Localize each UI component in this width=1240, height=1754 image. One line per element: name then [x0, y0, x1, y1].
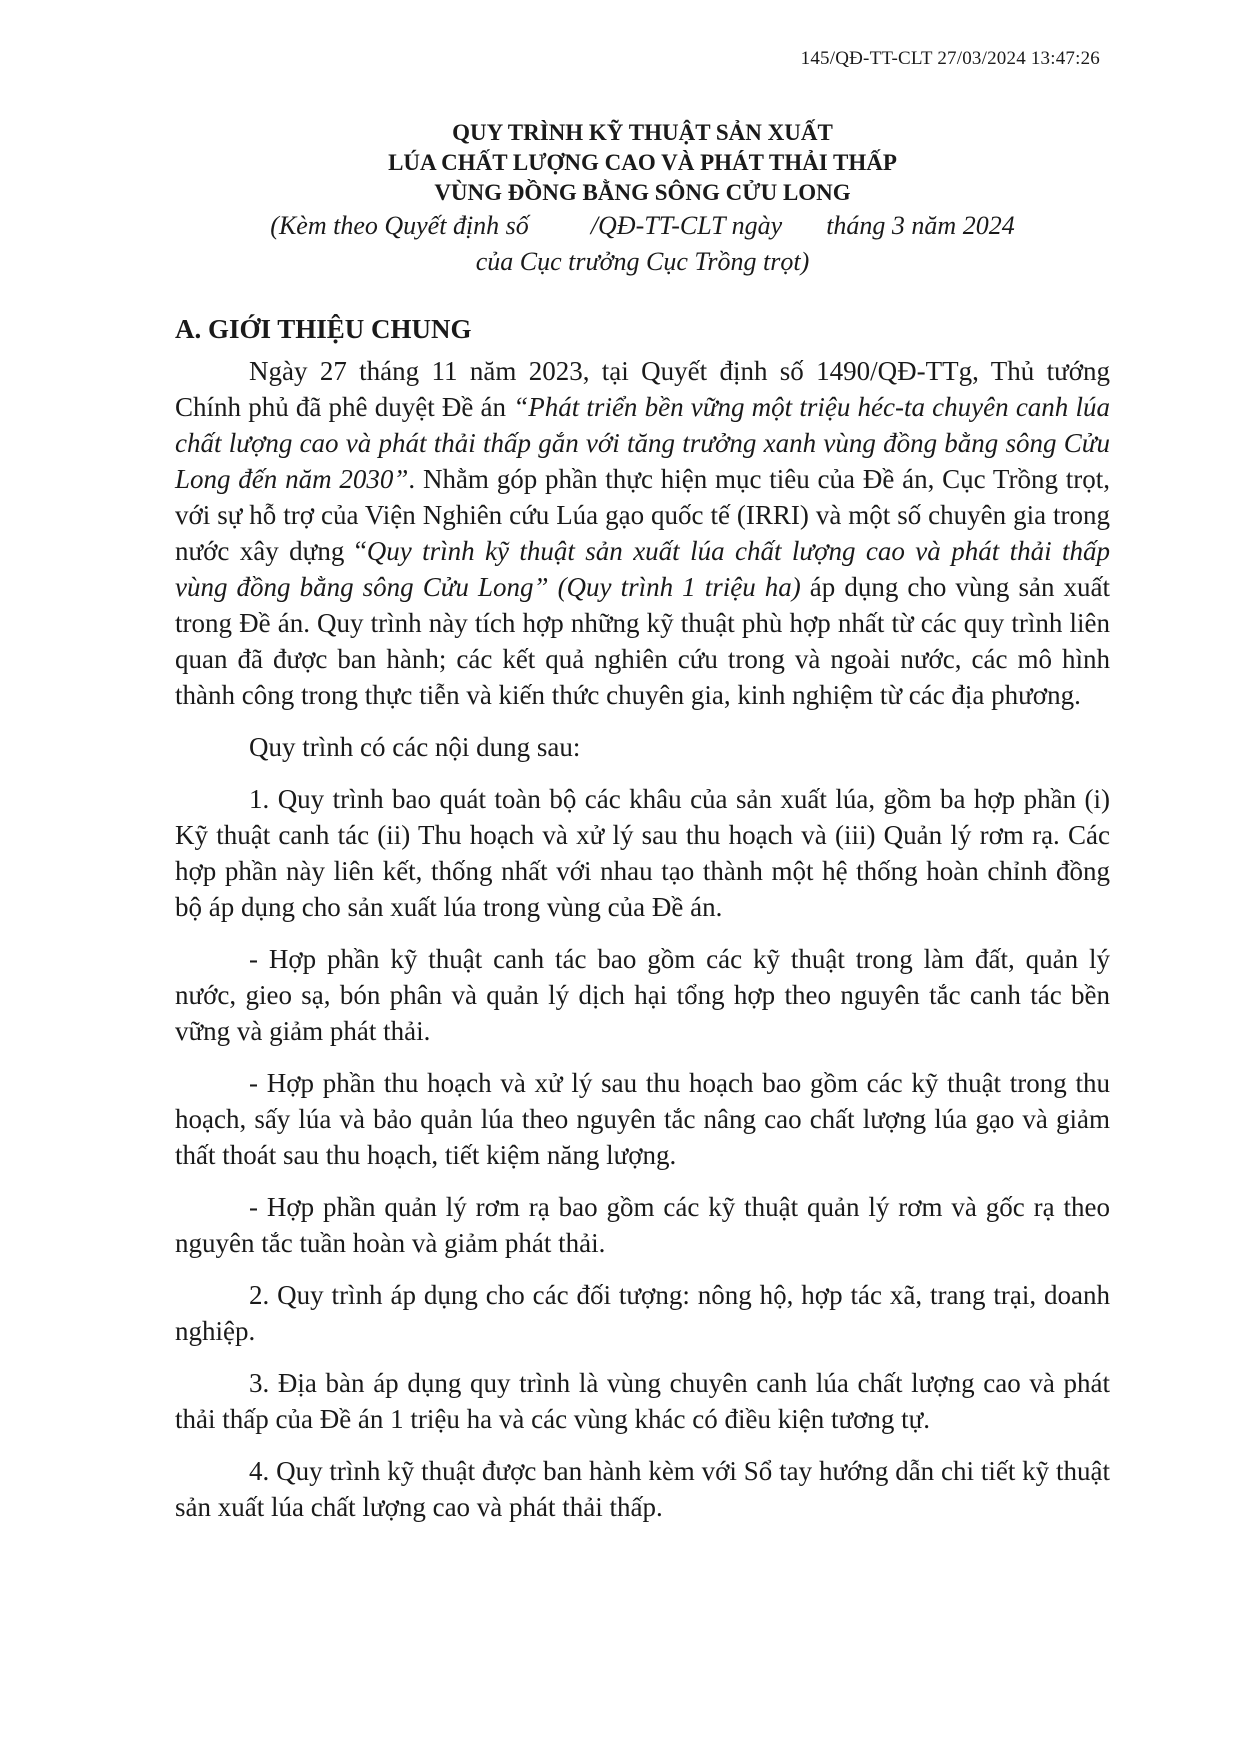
- paragraph-item-4: 4. Quy trình kỹ thuật được ban hành kèm với Sổ tay hướng dẫn chi tiết kỹ thuật sản xuất lúa chất lượng cao và phát thải thấp.: [175, 1456, 1110, 1522]
- intro-project-name: “Phát triển bền vững một triệu héc-ta chuyên canh lúa chất lượng cao và phát thải thấp gắn với tăng trưởng xanh vùng đồng bằng sông Cửu Long đến năm 2030”: [175, 392, 1110, 494]
- document-subtitle: [175, 208, 1110, 280]
- paragraph-item-3: 3. Địa bàn áp dụng quy trình là vùng chuyên canh lúa chất lượng cao và phát thải thấp của Đề án 1 triệu ha và các vùng khác có điều kiện tương tự.: [175, 1368, 1110, 1434]
- intro-procedure-name: Quy trình kỹ thuật sản xuất lúa chất lượng cao và phát thải thấp vùng đồng bằng sông Cửu Long” (Quy trình 1 triệu ha): [175, 536, 1111, 602]
- title-line-2: LÚA CHẤT LƯỢNG CAO VÀ PHÁT THẢI THẤP: [388, 150, 897, 175]
- paragraph-intro: [175, 353, 1110, 713]
- subtitle-decision-label: (Kèm theo Quyết định số: [270, 211, 529, 240]
- paragraph-contents-intro: Quy trình có các nội dung sau:: [249, 732, 581, 762]
- paragraph-component-cultivation: - Hợp phần kỹ thuật canh tác bao gồm các kỹ thuật trong làm đất, quản lý nước, gieo sạ, bón phân và quản lý dịch hại tổng hợp theo nguyên tắc canh tác bền vững và giảm phát thải.: [175, 944, 1110, 1046]
- subtitle-line-1: [175, 208, 1110, 244]
- section-heading: A. GIỚI THIỆU CHUNG: [175, 314, 472, 344]
- paragraph-item-1: 1. Quy trình bao quát toàn bộ các khâu của sản xuất lúa, gồm ba hợp phần (i) Kỹ thuật canh tác (ii) Thu hoạch và xử lý sau thu hoạch và (iii) Quản lý rơm rạ. Các hợp phần này liên kết, thống nhất với nhau tạo thành một hệ thống hoàn chỉnh đồng bộ áp dụng cho sản xuất lúa trong vùng của Đề án.: [175, 784, 1110, 922]
- intro-text-2: . Nhằm góp phần thực hiện mục tiêu của Đề án, Cục Trồng trọt, với sự hỗ trợ của Viện Nghiên cứu Lúa gạo quốc tế (IRRI) và một số chuyên gia trong nước xây dựng “: [175, 464, 1111, 566]
- subtitle-decision-date: tháng 3 năm 2024: [826, 211, 1015, 240]
- document-stamp: 145/QĐ-TT-CLT 27/03/2024 13:47:26: [800, 48, 1100, 69]
- title-line-3: VÙNG ĐỒNG BẰNG SÔNG CỬU LONG: [434, 180, 851, 205]
- paragraph-component-harvest: - Hợp phần thu hoạch và xử lý sau thu hoạch bao gồm các kỹ thuật trong thu hoạch, sấy lúa và bảo quản lúa theo nguyên tắc nâng cao chất lượng lúa gạo và giảm thất thoát sau thu hoạch, tiết kiệm năng lượng.: [175, 1068, 1110, 1170]
- document-title: [175, 118, 1110, 208]
- title-line-1: QUY TRÌNH KỸ THUẬT SẢN XUẤT: [452, 120, 833, 145]
- intro-text-1: Ngày 27 tháng 11 năm 2023, tại Quyết định số 1490/QĐ-TTg, Thủ tướng Chính phủ đã phê duyệt Đề án: [175, 356, 1110, 422]
- paragraph-item-2: 2. Quy trình áp dụng cho các đối tượng: nông hộ, hợp tác xã, trang trại, doanh nghiệp.: [175, 1280, 1110, 1346]
- paragraph-component-straw: - Hợp phần quản lý rơm rạ bao gồm các kỹ thuật quản lý rơm và gốc rạ theo nguyên tắc tuần hoàn và giảm phát thải.: [175, 1192, 1110, 1258]
- subtitle-decision-code: /QĐ-TT-CLT ngày: [590, 211, 783, 240]
- subtitle-line-2: của Cục trưởng Cục Trồng trọt): [475, 247, 810, 276]
- intro-text-3: áp dụng cho vùng sản xuất trong Đề án. Quy trình này tích hợp những kỹ thuật phù hợp nhất từ các quy trình liên quan đã được ban hành; các kết quả nghiên cứu trong và ngoài nước, các mô hình thành công trong thực tiễn và kiến thức chuyên gia, kinh nghiệm từ các địa phương.: [175, 572, 1110, 710]
- document-page: [175, 118, 1110, 1541]
